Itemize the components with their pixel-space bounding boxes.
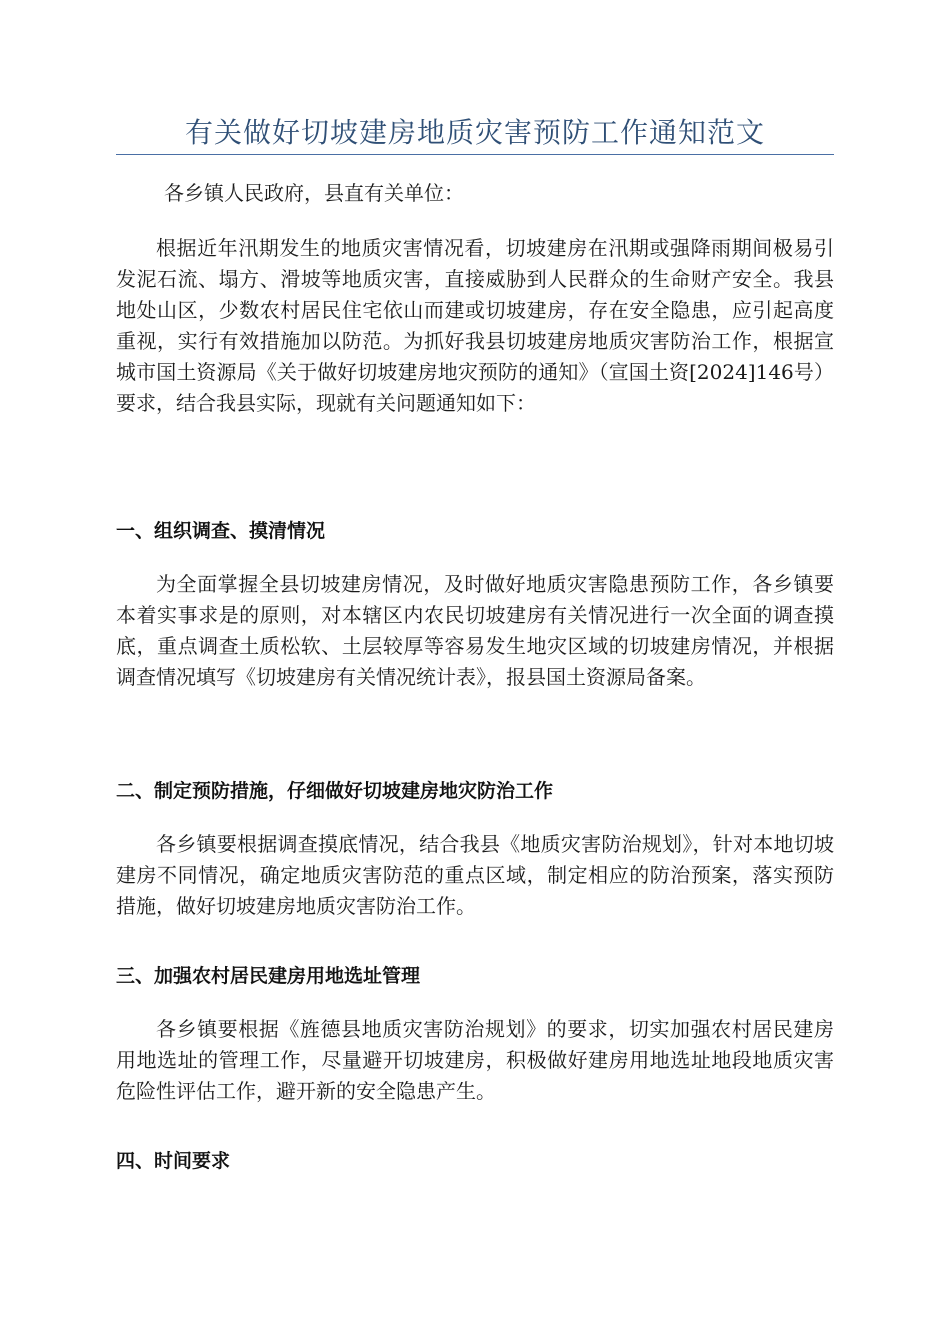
section-heading-2: 二、制定预防措施，仔细做好切坡建房地灾防治工作 bbox=[116, 780, 554, 802]
section-body-2: 各乡镇要根据调查摸底情况，结合我县《地质灾害防治规划》，针对本地切坡建房不同情况，确定地质灾害防范的重点区域，制定相应的防治预案，落实预防措施，做好切坡建房地质灾害防治工作。 bbox=[116, 832, 834, 918]
section-heading-1: 一、组织调查、摸清情况 bbox=[116, 520, 326, 542]
section-heading-3: 三、加强农村居民建房用地选址管理 bbox=[116, 965, 421, 987]
section-heading-4: 四、时间要求 bbox=[116, 1150, 231, 1172]
section-body-3: 各乡镇要根据《旌德县地质灾害防治规划》的要求，切实加强农村居民建房用地选址的管理工作，尽量避开切坡建房，积极做好建房用地选址地段地质灾害危险性评估工作，避开新的安全隐患产生。 bbox=[116, 1017, 834, 1103]
title-underline bbox=[116, 154, 834, 155]
document-title: 有关做好切坡建房地质灾害预防工作通知范文 bbox=[184, 116, 765, 149]
intro-paragraph: 根据近年汛期发生的地质灾害情况看，切坡建房在汛期或强降雨期间极易引发泥石流、塌方、滑坡等地质灾害，直接威胁到人民群众的生命财产安全。我县地处山区，少数农村居民住宅依山而建或切坡建房，存在安全隐患，应引起高度重视，实行有效措施加以防范。为抓好我县切坡建房地质灾害防治工作，根据宣城市国土资源局《关于做好切坡建房地灾预防的通知》（宣国土资[2024]146号）要求，结合我县实际，现就有关问题通知如下： bbox=[116, 236, 834, 415]
section-body-1: 为全面掌握全县切坡建房情况，及时做好地质灾害隐患预防工作，各乡镇要本着实事求是的原则，对本辖区内农民切坡建房有关情况进行一次全面的调查摸底，重点调查土质松软、土层较厚等容易发生地灾区域的切坡建房情况，并根据调查情况填写《切坡建房有关情况统计表》，报县国土资源局备案。 bbox=[116, 572, 834, 689]
salutation: 各乡镇人民政府，县直有关单位： bbox=[164, 181, 464, 205]
